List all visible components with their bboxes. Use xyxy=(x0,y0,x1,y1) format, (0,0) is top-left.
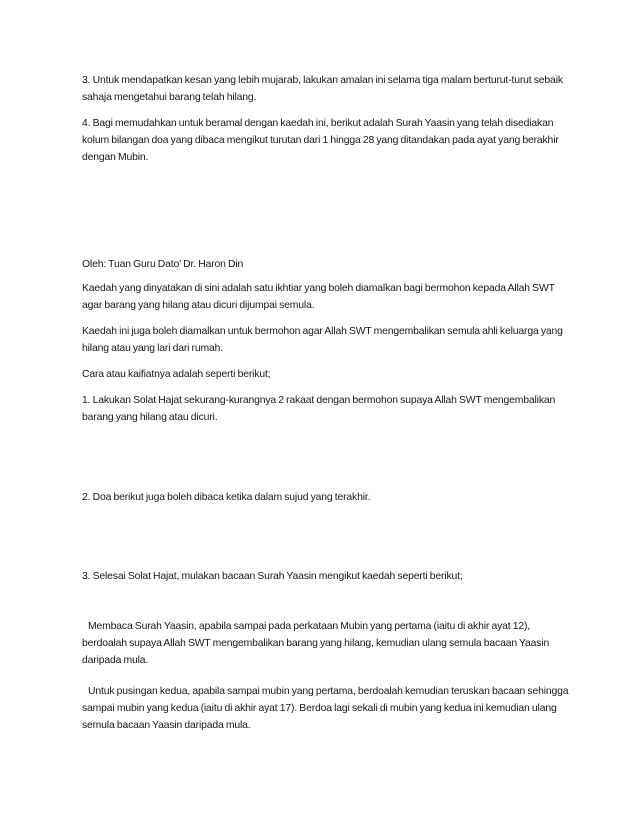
paragraph-method-steps-heading: Cara atau kaifiatnya adalah seperti berikut; xyxy=(82,369,271,380)
paragraph-step-4-surah-yaasin: 4. Bagi memudahkan untuk beramal dengan kaedah ini, berikut adalah Surah Yaasin yang telah disediakan kolum bilangan doa yang dibaca mengikut turutan dari 1 hingga 28 yang ditandakan pada ayat yang berakhir dengan Mubin. xyxy=(82,118,559,163)
paragraph-step-1-solat-hajat: 1. Lakukan Solat Hajat sekurang-kurangnya 2 rakaat dengan bermohon supaya Allah SWT mengembalikan barang yang hilang atau dicuri. xyxy=(82,395,556,423)
paragraph-method-intro: Kaedah yang dinyatakan di sini adalah satu ikhtiar yang boleh diamalkan bagi bermohon kepada Allah SWT agar barang yang hilang atau dicuri dijumpai semula. xyxy=(82,283,555,311)
paragraph-step-3-yaasin: 3. Selesai Solat Hajat, mulakan bacaan Surah Yaasin mengikut kaedah seperti berikut; xyxy=(82,571,463,582)
paragraph-step-3-repeat: 3. Untuk mendapatkan kesan yang lebih mujarab, lakukan amalan ini selama tiga malam berturut-turut sebaik sahaja mengetahui barang telah hilang. xyxy=(82,75,563,103)
paragraph-method-family: Kaedah ini juga boleh diamalkan untuk bermohon agar Allah SWT mengembalikan semula ahli keluarga yang hilang atau yang lari dari rumah. xyxy=(82,326,563,354)
paragraph-yaasin-second-round: Untuk pusingan kedua, apabila sampai mubin yang pertama, berdoalah kemudian teruskan bacaan sehingga sampai mubin yang kedua (iaitu di akhir ayat 17). Berdoa lagi sekali di mubin yang kedua ini kemudian ulang semula bacaan Yaasin daripada mula. xyxy=(82,686,569,731)
paragraph-step-2-doa: 2. Doa berikut juga boleh dibaca ketika dalam sujud yang terakhir. xyxy=(82,492,371,503)
paragraph-yaasin-first-round: Membaca Surah Yaasin, apabila sampai pada perkataan Mubin yang pertama (iaitu di akhir ayat 12), berdoalah supaya Allah SWT mengembalikan barang yang hilang, kemudian ulang semula bacaan Yaasin daripada mula. xyxy=(82,621,550,666)
author-line: Oleh: Tuan Guru Dato’ Dr. Haron Din xyxy=(82,259,244,270)
